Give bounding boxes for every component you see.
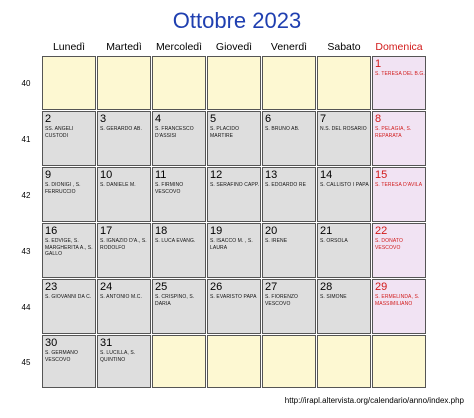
saint-name: S. TERESA DEL B.G. (375, 71, 425, 77)
week-number: 42 (21, 190, 31, 200)
week-number: 41 (21, 134, 31, 144)
week-number: 40 (21, 79, 31, 88)
day-number: 2 (45, 113, 52, 125)
day-cell[interactable] (42, 335, 96, 388)
saint-name: S. EDOARDO RE (265, 182, 307, 188)
weekday-header-thursday: Giovedì (215, 41, 253, 53)
day-cell[interactable] (317, 167, 371, 222)
day-cell[interactable] (262, 167, 316, 222)
day-number: 5 (210, 113, 217, 125)
saint-name: S. IGNAZIO D'A., S. RODOLFO (100, 238, 147, 251)
day-cell[interactable] (42, 111, 96, 166)
day-cell[interactable] (262, 111, 316, 166)
saint-name: S. PLACIDO MARTIRE (210, 126, 240, 139)
day-number: 31 (100, 337, 113, 349)
saint-name: SS. ANGELI CUSTODI (45, 126, 74, 139)
empty-day-cell (152, 56, 206, 110)
day-number: 30 (45, 337, 58, 349)
day-number: 26 (210, 281, 223, 293)
day-number: 21 (320, 225, 333, 237)
day-number: 8 (375, 113, 382, 125)
day-cell[interactable] (372, 111, 426, 166)
day-number: 19 (210, 225, 223, 237)
saint-name: S. FIORENZO VESCOVO (265, 294, 299, 307)
day-cell[interactable] (372, 279, 426, 334)
saint-name: S. EVARISTO PAPA (210, 294, 257, 300)
weekday-header-monday: Lunedì (52, 41, 86, 53)
day-number: 18 (155, 225, 168, 237)
empty-day-cell (372, 335, 426, 388)
week-number: 43 (21, 246, 31, 256)
saint-name: S. ERMELINDA, S. MASSIMILIANO (375, 294, 420, 307)
day-cell[interactable] (97, 111, 151, 166)
day-number: 7 (320, 113, 327, 125)
saint-name: S. EDVIGE, S. MARGHERITA A., S. GALLO (45, 238, 93, 257)
empty-day-cell (207, 335, 261, 388)
saint-name: N.S. DEL ROSARIO (320, 126, 367, 132)
saint-name: S. DIONIGI , S. FERRUCCIO (45, 182, 81, 195)
day-cell[interactable] (152, 223, 206, 278)
day-cell[interactable] (207, 167, 261, 222)
weekday-header-sunday: Domenica (375, 41, 423, 53)
empty-day-cell (317, 335, 371, 388)
day-number: 23 (45, 281, 58, 293)
day-cell[interactable] (152, 279, 206, 334)
week-number: 45 (21, 357, 31, 367)
day-number: 27 (265, 281, 278, 293)
saint-name: S. LUCILLA, S. QUINTINO (100, 350, 136, 363)
day-number: 25 (155, 281, 168, 293)
saint-name: S. DONATO VESCOVO (375, 238, 403, 251)
saint-name: S. IRENE (265, 238, 288, 244)
day-cell[interactable] (372, 223, 426, 278)
weekday-header-friday: Venerdì (270, 41, 308, 53)
saint-name: S. PELAGIA, S. REPARATA (375, 126, 412, 139)
day-number: 29 (375, 281, 388, 293)
saint-name: S. DANIELE M. (100, 182, 136, 188)
day-number: 11 (155, 169, 167, 181)
saint-name: S. SERAFINO CAPP. (210, 182, 260, 188)
day-cell[interactable] (152, 111, 206, 166)
day-number: 14 (320, 169, 333, 181)
weekday-header-saturday: Sabato (327, 41, 361, 53)
day-number: 4 (155, 113, 162, 125)
saint-name: S. TERESA D'AVILA (375, 182, 423, 188)
weekday-header-tuesday: Martedì (106, 41, 142, 53)
day-cell[interactable] (317, 111, 371, 166)
day-number: 12 (210, 169, 223, 181)
empty-day-cell (262, 56, 316, 110)
day-cell[interactable] (317, 279, 371, 334)
empty-day-cell (42, 56, 96, 110)
day-number: 3 (100, 113, 107, 125)
saint-name: S. FRANCESCO D'ASSISI (155, 126, 194, 139)
saint-name: S. CRISPINO, S. DARIA (155, 294, 195, 307)
calendar-title: Ottobre 2023 (172, 8, 302, 33)
saint-name: S. GERMANO VESCOVO (45, 350, 78, 363)
empty-day-cell (152, 335, 206, 388)
day-number: 6 (265, 113, 272, 125)
saint-name: S. SIMONE (320, 294, 347, 300)
saint-name: S. FIRMINO VESCOVO (155, 182, 184, 195)
saint-name: S. LUCA EVANG. (155, 238, 196, 244)
day-number: 1 (375, 58, 382, 70)
saint-name: S. BRUNO AB. (265, 126, 300, 132)
source-url: http://irapl.altervista.org/calendario/anno/index.php (284, 396, 464, 405)
day-number: 10 (100, 169, 113, 181)
day-cell[interactable] (207, 111, 261, 166)
week-number: 44 (21, 302, 31, 312)
day-cell[interactable] (262, 279, 316, 334)
day-cell[interactable] (97, 167, 151, 222)
day-cell[interactable] (317, 223, 371, 278)
day-number: 17 (100, 225, 113, 237)
day-number: 13 (265, 169, 278, 181)
day-cell[interactable] (262, 223, 316, 278)
day-number: 16 (45, 225, 58, 237)
empty-day-cell (262, 335, 316, 388)
day-number: 28 (320, 281, 333, 293)
saint-name: S. ANTONIO M.C. (100, 294, 142, 300)
empty-day-cell (317, 56, 371, 110)
day-cell[interactable] (97, 279, 151, 334)
empty-day-cell (207, 56, 261, 110)
saint-name: S. GIOVANNI DA C. (45, 294, 92, 300)
day-number: 22 (375, 225, 388, 237)
day-cell[interactable] (42, 223, 96, 278)
weekday-header-wednesday: Mercoledì (155, 41, 203, 53)
saint-name: S. CALLISTO I PAPA (320, 182, 369, 188)
day-cell[interactable] (372, 56, 426, 110)
saint-name: S. GERARDO AB. (100, 126, 142, 132)
day-cell[interactable] (152, 167, 206, 222)
day-cell[interactable] (42, 167, 96, 222)
day-cell[interactable] (207, 223, 261, 278)
day-number: 9 (45, 169, 52, 181)
saint-name: S. ORSOLA (320, 238, 348, 244)
saint-name: S. ISACCO M. , S. LAURA (210, 238, 253, 251)
day-cell[interactable] (372, 167, 426, 222)
day-cell[interactable] (207, 279, 261, 334)
day-cell[interactable] (42, 279, 96, 334)
day-cell[interactable] (97, 223, 151, 278)
day-number: 15 (375, 169, 388, 181)
day-cell[interactable] (97, 335, 151, 388)
day-number: 24 (100, 281, 113, 293)
empty-day-cell (97, 56, 151, 110)
day-number: 20 (265, 225, 278, 237)
